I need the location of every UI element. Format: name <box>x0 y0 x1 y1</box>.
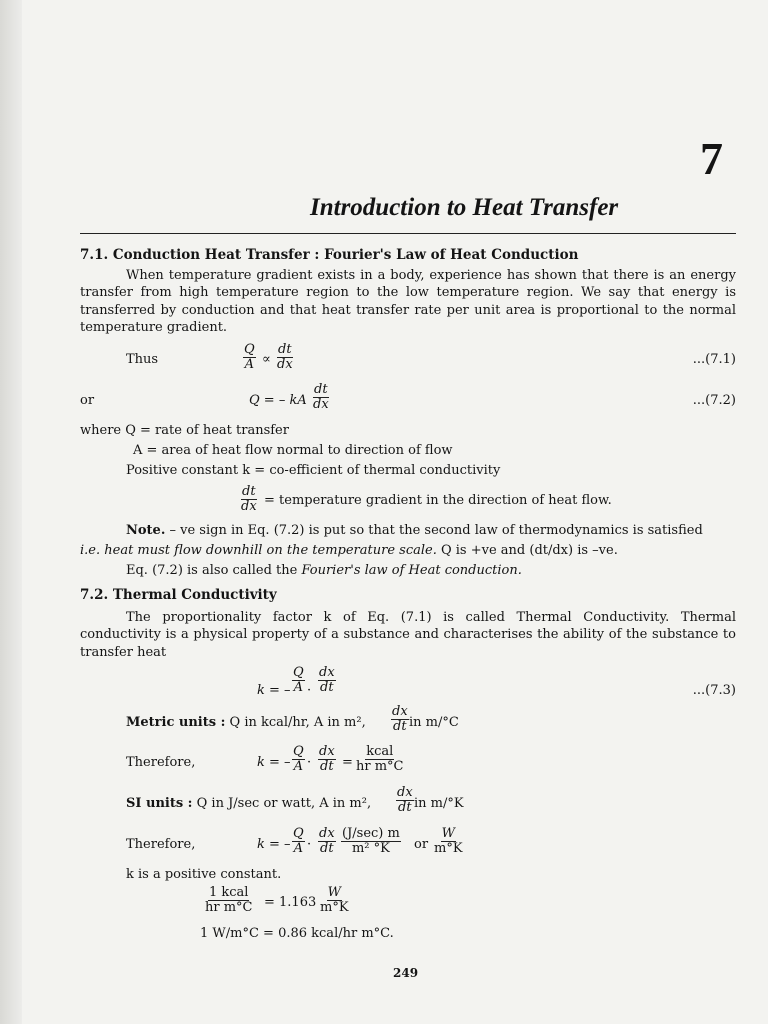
eq-7-1-number: ...(7.1) <box>692 352 736 367</box>
note-italic: i.e. heat must flow downhill on the temperature scale. <box>80 543 437 558</box>
si-line <box>126 796 371 811</box>
therefore-1: Therefore, <box>126 755 196 770</box>
si-frac: $\frac{dx}{dt}$ <box>397 785 413 815</box>
conversion-value: = 1.163 <box>264 895 317 910</box>
title-rule <box>80 233 736 234</box>
t1-equals: = <box>342 755 353 770</box>
k-line: Positive constant k = co-efficient of thermal conductivity <box>126 463 501 478</box>
t2-dot: · <box>307 837 312 852</box>
si-tail: in m/°K <box>414 796 464 811</box>
t2-or: or <box>414 837 429 852</box>
chapter-number: 7 <box>700 133 723 184</box>
eq-7-1-rhs: $\frac{dt}{dx}$ <box>277 342 293 372</box>
section-7-2-heading: 7.2. Thermal Conductivity <box>80 587 277 603</box>
eq-7-2-frac: $\frac{dt}{dx}$ <box>313 382 329 412</box>
eq-7-1-lhs: $\frac{Q}{A}$ <box>244 342 255 372</box>
note-label: Note. <box>126 523 166 538</box>
metric-text: Q in kcal/hr, A in m², <box>229 715 366 730</box>
metric-label: Metric units : <box>126 715 226 730</box>
section-7-2-paragraph: The proportionality factor k of Eq. (7.1) is called Thermal Conductivity. Thermal conductivity is a physical property of a substance and characterises the ability of the substance to transfer heat <box>80 610 736 660</box>
proportional-symbol: ∝ <box>262 352 271 367</box>
t2-unit-2: $\frac{W}{m^\circ K}$ <box>434 826 463 856</box>
t1-unit: kcal hr m°C <box>356 744 404 774</box>
section-7-1-paragraph: When temperature gradient exists in a body, experience has shown that there is an energy transfer from high temperature region to the low temperature region. We say that energy is transferred by conduction and that heat transfer rate per unit area is proportional to the normal temperature gradient. <box>80 268 736 336</box>
conversion-line: 1 W/m°C = 0.86 kcal/hr m°C. <box>200 926 394 941</box>
eq-7-2-lhs: Q = – kA <box>249 393 307 408</box>
metric-tail: in m/°C <box>409 715 459 730</box>
fourier-text: Eq. (7.2) is also called the <box>126 563 298 578</box>
eq-7-3-lhs: k = – <box>257 683 291 698</box>
or-label: or <box>80 393 95 408</box>
t1-q-over-a: $\frac{Q}{A}$ <box>293 744 304 774</box>
t1-dx-over-dt: $\frac{dx}{dt}$ <box>319 744 335 774</box>
area-line: A = area of heat flow normal to direction of flow <box>133 443 453 458</box>
conversion-w-frac: $\frac{W}{m^\circ K}$ <box>320 885 349 915</box>
note-line <box>126 523 703 538</box>
chapter-title: Introduction to Heat Transfer <box>310 194 619 221</box>
eq-7-3-number: ...(7.3) <box>692 683 736 698</box>
note-rest: Q is +ve and (dt/dx) is –ve. <box>436 543 618 558</box>
therefore-2: Therefore, <box>126 837 196 852</box>
eq-7-3-dx-over-dt: $\frac{dx}{dt}$ <box>319 665 335 695</box>
metric-frac: $\frac{dx}{dt}$ <box>392 704 408 734</box>
eq-7-3-dot: · <box>307 683 312 698</box>
eq-7-3-q-over-a: $\frac{Q}{A}$ <box>293 665 304 695</box>
t2-unit-1: (J/sec) m m² °K <box>342 826 400 856</box>
gradient-frac: $\frac{dt}{dx}$ <box>241 484 257 514</box>
t2-q-over-a: $\frac{Q}{A}$ <box>293 826 304 856</box>
fourier-line <box>126 563 522 578</box>
thus-label: Thus <box>126 352 159 367</box>
where-line: where Q = rate of heat transfer <box>80 423 289 438</box>
k-positive-line: k is a positive constant. <box>126 867 282 882</box>
section-7-1-heading: 7.1. Conduction Heat Transfer : Fourier's Law of Heat Conduction <box>80 247 579 263</box>
metric-line <box>126 715 366 730</box>
gradient-text: = temperature gradient in the direction of heat flow. <box>264 493 612 508</box>
page-binding-edge <box>0 0 22 1024</box>
fourier-italic: Fourier's law of Heat conduction. <box>301 563 522 578</box>
t1-dot: · <box>307 755 312 770</box>
eq-7-2-number: ...(7.2) <box>692 393 736 408</box>
conversion-kcal-frac: 1 kcal hr m°C <box>205 885 253 915</box>
si-text: Q in J/sec or watt, A in m², <box>196 796 372 811</box>
note-line-2 <box>80 543 618 558</box>
si-label: SI units : <box>126 796 193 811</box>
page-number: 249 <box>393 966 419 980</box>
note-text: – ve sign in Eq. (7.2) is put so that the second law of thermodynamics is satisfied <box>165 523 703 538</box>
t1-lhs: k = – <box>257 755 291 770</box>
t2-dx-over-dt: $\frac{dx}{dt}$ <box>319 826 335 856</box>
t2-lhs: k = – <box>257 837 291 852</box>
